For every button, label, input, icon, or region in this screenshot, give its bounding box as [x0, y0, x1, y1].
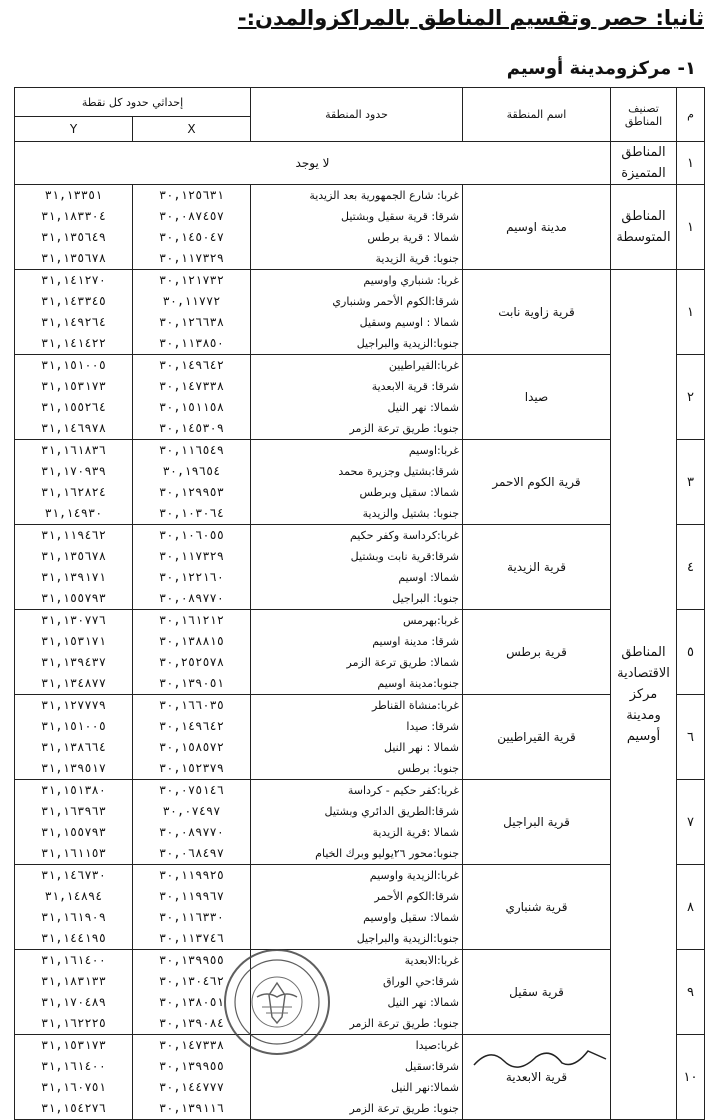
coord-x-line: ٣٠,١١٦٥٤٩ [158, 443, 225, 457]
coord-x-line: ٣٠,١٠٦٠٥٥ [158, 528, 225, 542]
coord-y [15, 1035, 133, 1120]
table-row [15, 780, 705, 865]
official-seal-image [222, 947, 332, 1057]
table-header-row [15, 88, 705, 117]
table-row [15, 610, 705, 695]
coord-y-line: ٣١,١٣٥٦٤٩ [40, 230, 107, 244]
boundary-line: جنوبا:الزيدية والبراجيل [356, 932, 459, 945]
boundary [251, 355, 463, 440]
boundary-line: شرقا:سقيل [404, 1060, 459, 1073]
area-name: قرية القيراطيين [463, 695, 611, 780]
coord-y-line: ٣١,١٥٥٢٦٤ [40, 400, 107, 414]
boundary-line: جنوبا: بشتيل والزيدية [362, 507, 459, 520]
coord-y-line: ٣١,١٤٣٣٤٥ [40, 294, 107, 308]
coord-y [15, 440, 133, 525]
coord-y-line: ٣١,١٦١٤٠٠ [40, 953, 107, 967]
zones-table [14, 87, 705, 1120]
coord-x [133, 695, 251, 780]
coord-y-line: ٣١,١٦١٩٠٩ [40, 910, 107, 924]
coord-y-line: ٣١,١٤١٤٢٢ [40, 336, 107, 350]
boundary-line: غربا:كرداسة وكفر حكيم [349, 529, 459, 542]
coord-x-line: ٣٠,٠٦٨٤٩٧ [158, 846, 225, 860]
coord-y-line: ٣١,١٤٨٩٤ [44, 889, 103, 903]
coord-y-line: ٣١,١٥١٠٠٥ [40, 358, 107, 372]
boundary-line: شمالا: سقيل وبرطس [359, 486, 459, 499]
coord-y-line: ٣١,١٣٥٦٧٨ [40, 251, 107, 265]
coord-y [15, 695, 133, 780]
area-name: صيدا [463, 355, 611, 440]
coord-x-line: ٣٠,٠٨٧٤٥٧ [158, 209, 225, 223]
coord-y-line: ٣١,١٣٥٦٧٨ [40, 549, 107, 563]
signature-mark [470, 1043, 610, 1070]
coord-x-line: ٣٠,١٥٢٣٧٩ [158, 761, 225, 775]
coord-y [15, 525, 133, 610]
boundary-line: شرقا: صيدا [406, 720, 459, 733]
none-cell: لا يوجد [15, 142, 611, 185]
coord-x-line: ٣٠,١٤٥٠٤٧ [158, 230, 225, 244]
coord-y-line: ٣١,١٤٦٧٣٠ [40, 868, 107, 882]
coord-x [133, 780, 251, 865]
area-name: قرية الابعدية [463, 1035, 611, 1120]
row-num: ٢ [677, 355, 705, 440]
coord-x-line: ٣٠,١٤٩٦٤٢ [158, 358, 225, 372]
coord-x-line: ٣٠,١٣٩٩٥٥ [158, 953, 225, 967]
boundary-line: شرقا:حي الوراق [382, 975, 459, 988]
row-num: ٦ [677, 695, 705, 780]
coord-x [133, 355, 251, 440]
boundary-line: شرقا: مدينة اوسيم [372, 635, 459, 648]
boundary-line: غربا:صيدا [415, 1039, 459, 1052]
coord-x [133, 440, 251, 525]
boundary-line: جنوبا: طريق ترعة الزمر [349, 1017, 459, 1030]
coord-x-line: ٣٠,١١٣٨٥٠ [158, 336, 225, 350]
coord-x [133, 865, 251, 950]
coord-x [133, 610, 251, 695]
coord-x-line: ٣٠,١٤٧٣٣٨ [158, 379, 225, 393]
row-num: ٥ [677, 610, 705, 695]
row-num: ١ [677, 185, 705, 270]
coord-y-line: ٣١,١٤١٢٧٠ [40, 273, 107, 287]
coord-y [15, 865, 133, 950]
boundary-line: شرقا:الكوم الأحمر [374, 890, 459, 903]
coord-y [15, 780, 133, 865]
coord-y-line: ٣١,١٤٤١٩٥ [40, 931, 107, 945]
coord-x-line: ٣٠,١١٧٣٢٩ [158, 549, 225, 563]
coord-x-line: ٣٠,١٢٥٦٣١ [158, 188, 225, 202]
boundary-line: غربا:منشاة القناطر [371, 699, 459, 712]
coord-y-line: ٣١,١٥٣١٧٣ [40, 379, 107, 393]
row-num: ١ [677, 142, 705, 185]
coord-y-line: ٣١,١٢٧٧٧٩ [40, 698, 107, 712]
coord-y-line: ٣١,١٧٠٩٣٩ [40, 464, 107, 478]
boundary [251, 270, 463, 355]
coord-y-line: ٣١,١٥٥٧٩٣ [40, 825, 107, 839]
coord-y-line: ٣١,١٦٠٧٥١ [40, 1080, 107, 1094]
coord-y-line: ٣١,١٦٣٩٦٣ [40, 804, 107, 818]
coord-x-line: ٣٠,١٥٨٥٧٢ [158, 740, 225, 754]
header-y: Y [15, 117, 133, 142]
coord-y [15, 355, 133, 440]
area-name: قرية زاوية نابت [463, 270, 611, 355]
coord-x-line: ٣٠,١٤٧٣٣٨ [158, 1038, 225, 1052]
coord-y [15, 270, 133, 355]
boundary-line: شمالا: سقيل واوسيم [363, 911, 459, 924]
coord-x-line: ٣٠,١٢٩٩٥٣ [158, 485, 225, 499]
coord-y-line: ٣١,١٨٣١٣٣ [40, 974, 107, 988]
coord-y-line: ٣١,١٣٩١٧١ [40, 570, 107, 584]
coord-x [133, 525, 251, 610]
coord-x-line: ٣٠,١٣٠٤٦٢ [158, 974, 225, 988]
coord-x-line: ٣٠,١١٩٩٢٥ [158, 868, 225, 882]
coord-x-line: ٣٠,١٢٦٦٣٨ [158, 315, 225, 329]
boundary-line: شمالا: نهر النيل [387, 996, 459, 1009]
boundary-line: غربا: شنباري واوسيم [363, 274, 459, 287]
coord-y [15, 950, 133, 1035]
boundary-line: غربا:الابعدية [404, 954, 459, 967]
boundary-line: شمالا : اوسيم وسقيل [359, 316, 459, 329]
coord-x-line: ٣٠,١٣٩٠٥١ [158, 676, 225, 690]
coord-x [133, 270, 251, 355]
boundary-line: شمالا: اوسيم [398, 571, 459, 584]
boundary-line: جنوبا: برطس [397, 762, 459, 775]
coord-y-line: ٣١,١٥١٠٠٥ [40, 719, 107, 733]
boundary [251, 525, 463, 610]
coord-x-line: ٣٠,١٣٨٠٥١ [158, 995, 225, 1009]
boundary-line: جنوبا: البراجيل [392, 592, 459, 605]
boundary-line: شمالا : نهر النيل [384, 741, 459, 754]
boundary-line: جنوبا:مدينة اوسيم [377, 677, 459, 690]
coord-x-line: ٣٠,١٤٤٧٧٧ [158, 1080, 225, 1094]
header-area-name: اسم المنطقة [463, 88, 611, 142]
boundary-line: شرقا:بشتيل وجزيرة محمد [338, 465, 459, 478]
coord-y-line: ٣١,١٤٩٢٦٤ [40, 315, 107, 329]
coord-x-line: ٣٠,١٩٦٥٤ [162, 464, 221, 478]
coord-x-line: ٣٠,١٣٨٨١٥ [158, 634, 225, 648]
coord-y-line: ٣١,١٣٩٤٣٧ [40, 655, 107, 669]
area-name: قرية البراجيل [463, 780, 611, 865]
area-name: قرية الزيدية [463, 525, 611, 610]
table-row [15, 950, 705, 1035]
boundary [251, 610, 463, 695]
coord-y-line: ٣١,١٦١١٥٣ [40, 846, 107, 860]
row-num: ٣ [677, 440, 705, 525]
coord-x-line: ٣٠,١٣٩٠٨٤ [158, 1016, 225, 1030]
coord-x-line: ٣٠,١٣٩١١٦ [158, 1101, 225, 1115]
header-num: م [677, 88, 705, 142]
boundary-line: شمالا :قرية الزيدية [372, 826, 459, 839]
boundary-line: شرقا: قرية الابعدية [371, 380, 459, 393]
row-num: ٨ [677, 865, 705, 950]
area-name: قرية الكوم الاحمر [463, 440, 611, 525]
coord-y-line: ٣١,١٧٠٤٨٩ [40, 995, 107, 1009]
document-title: ثانيا: حصر وتقسيم المناطق بالمراكزوالمدن:- [237, 6, 704, 30]
table-row [15, 865, 705, 950]
coord-x-line: ٣٠,١١٧٣٢٩ [158, 251, 225, 265]
coord-x [133, 185, 251, 270]
area-name: قرية برطس [463, 610, 611, 695]
boundary-line: شمالا: طريق ترعة الزمر [346, 656, 459, 669]
boundary-line: جنوبا: طريق ترعة الزمر [349, 422, 459, 435]
boundary-line: شمالا:نهر النيل [391, 1081, 459, 1094]
coord-y-line: ٣١,١١٩٤٦٢ [40, 528, 107, 542]
coord-y-line: ٣١,١٣٠٧٧٦ [40, 613, 107, 627]
table-row [15, 355, 705, 440]
distinguished-row [15, 142, 705, 185]
boundary-line: شمالا: نهر النيل [387, 401, 459, 414]
coord-y [15, 185, 133, 270]
coord-y-line: ٣١,١٤٩٣٠ [44, 506, 103, 520]
boundary-line: شرقا:الطريق الدائري وبشتيل [324, 805, 459, 818]
coord-y-line: ٣١,١٥٥٧٩٣ [40, 591, 107, 605]
header-coords: إحداثي حدود كل نقطة [15, 88, 251, 117]
coord-x-line: ٣٠,١١٣٧٤٦ [158, 931, 225, 945]
coord-y-line: ٣١,١٥١٣٨٠ [40, 783, 107, 797]
boundary-line: شرقا:الكوم الأحمر وشنباري [332, 295, 459, 308]
row-num: ٩ [677, 950, 705, 1035]
boundary-line: غربا:اوسيم [408, 444, 459, 457]
boundary-line: غربا:كفر حكيم - كرداسة [347, 784, 459, 797]
boundary-line: شرقا: قرية سقيل وبشتيل [341, 210, 459, 223]
coord-x-line: ٣٠,١٦١٢١٢ [158, 613, 225, 627]
classification-cell: المناطق المتوسطة [611, 185, 677, 270]
row-num: ٧ [677, 780, 705, 865]
coord-y-line: ٣١,١٨٣٣٠٤ [40, 209, 107, 223]
area-name: قرية سقيل [463, 950, 611, 1035]
coord-y-line: ٣١,١٣٤٨٧٧ [40, 676, 107, 690]
classification-cell: المناطق المتميزة [611, 142, 677, 185]
coord-y-line: ٣١,١٥٣١٧٣ [40, 1038, 107, 1052]
boundary [251, 865, 463, 950]
coord-y-line: ٣١,١٣٨٦٦٤ [40, 740, 107, 754]
coord-x-line: ٣٠,٠٨٩٧٧٠ [158, 825, 225, 839]
boundary-line: غربا: شارع الجمهورية بعد الزيدية [309, 189, 459, 202]
section-title: ١- مركزومدينة أوسيم [506, 58, 696, 79]
boundary [251, 185, 463, 270]
table-row [15, 270, 705, 355]
boundary [251, 695, 463, 780]
coord-y-line: ٣١,١٣٩٥١٧ [40, 761, 107, 775]
boundary-line: جنوبا: قرية الزيدية [375, 252, 459, 265]
row-num: ١٠ [677, 1035, 705, 1120]
coord-x-line: ٣٠,١١٦٣٣٠ [158, 910, 225, 924]
boundary-line: جنوبا:محور ٢٦يوليو وبرك الخيام [315, 847, 459, 860]
coord-x-line: ٣٠,٠٨٩٧٧٠ [158, 591, 225, 605]
coord-y-line: ٣١,١٦١٤٠٠ [40, 1059, 107, 1073]
table-row [15, 695, 705, 780]
boundary-line: شرقا:قرية نابت وبشتيل [350, 550, 459, 563]
coord-x-line: ٣٠,٠٧٤٩٧ [162, 804, 221, 818]
table-row [15, 185, 705, 270]
coord-x-line: ٣٠,١٢١٧٣٢ [158, 273, 225, 287]
coord-x-line: ٣٠,١٥١١٥٨ [158, 400, 225, 414]
coord-y-line: ٣١,١٥٣١٧١ [40, 634, 107, 648]
boundary [251, 780, 463, 865]
coord-y-line: ٣١,١٥٤٢٧٦ [40, 1101, 107, 1115]
classification-cell: المناطق الاقتصادية مركز ومدينة أوسيم [611, 270, 677, 1120]
boundary [251, 440, 463, 525]
coord-y-line: ٣١,١٦١٨٣٦ [40, 443, 107, 457]
area-name: قرية شنباري [463, 865, 611, 950]
row-num: ٤ [677, 525, 705, 610]
coord-x-line: ٣٠,١٣٩٩٥٥ [158, 1059, 225, 1073]
coord-x-line: ٣٠,١٦٦٠٣٥ [158, 698, 225, 712]
coord-x-line: ٣٠,١٠٣٠٦٤ [158, 506, 225, 520]
table-row [15, 525, 705, 610]
coord-x-line: ٣٠,١١٩٩٦٧ [158, 889, 225, 903]
boundary-line: شمالا : قرية برطس [367, 231, 459, 244]
coord-x-line: ٣٠,٠٧٥١٤٦ [158, 783, 225, 797]
coord-y-line: ٣١,١٦٢٢٢٥ [40, 1016, 107, 1030]
boundary-line: غربا:الزيدية واوسيم [369, 869, 459, 882]
header-x: X [133, 117, 251, 142]
boundary-line: غربا:بهرمس [402, 614, 459, 627]
header-boundaries: حدود المنطقة [251, 88, 463, 142]
coord-x-line: ٣٠,١١٧٧٢ [162, 294, 221, 308]
boundary-line: جنوبا: طريق ترعة الزمر [349, 1102, 459, 1115]
table-row [15, 440, 705, 525]
area-name: مدينة اوسيم [463, 185, 611, 270]
coord-x-line: ٣٠,١٤٥٣٠٩ [158, 421, 225, 435]
coord-x-line: ٣٠,٢٥٢٥٧٨ [158, 655, 225, 669]
boundary-line: غربا:القيراطيين [388, 359, 459, 372]
row-num: ١ [677, 270, 705, 355]
coord-y-line: ٣١,١٣٣٥١ [44, 188, 103, 202]
header-classification: تصنيف المناطق [611, 88, 677, 142]
coord-x-line: ٣٠,١٢٢١٦٠ [158, 570, 225, 584]
coord-y-line: ٣١,١٦٢٨٢٤ [40, 485, 107, 499]
coord-y [15, 610, 133, 695]
boundary-line: جنوبا:الزيدية والبراجيل [356, 337, 459, 350]
coord-y-line: ٣١,١٤٦٩٧٨ [40, 421, 107, 435]
coord-x-line: ٣٠,١٤٩٦٤٢ [158, 719, 225, 733]
